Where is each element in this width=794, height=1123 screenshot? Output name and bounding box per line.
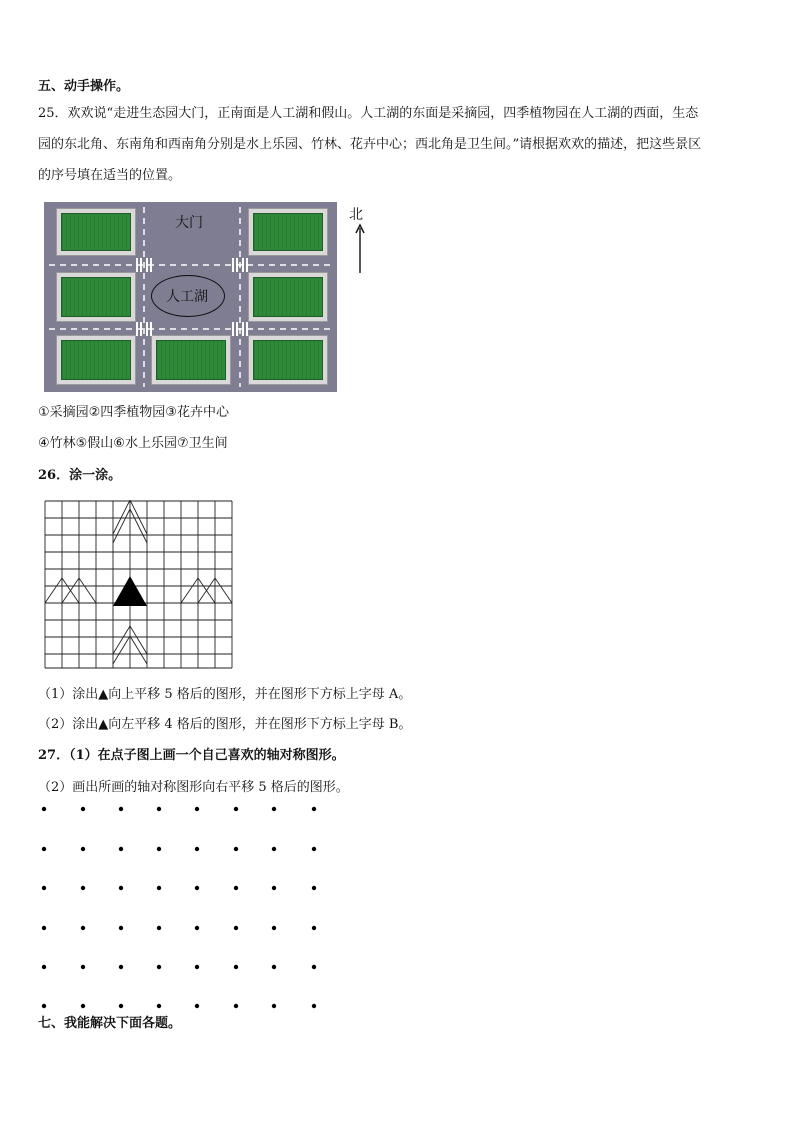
q25-text-line-1: 25．欢欢说“走进生态园大门，正南面是人工湖和假山。人工湖的东面是采摘园，四季植物园在人工湖的西面，生态 <box>38 106 699 121</box>
q26-part-1: （1）涂出▲向上平移 5 格后的图形，并在图形下方标上字母 A。 <box>38 687 412 702</box>
q25-text-line-3: 的序号填在适当的位置。 <box>38 168 182 183</box>
q27-part-1: 27．（1）在点子图上画一个自己喜欢的轴对称图形。 <box>38 748 345 763</box>
gate-label: 大门 <box>175 215 203 231</box>
q25-text-line-2: 园的东北角、东南角和西南角分别是水上乐园、竹林、花卉中心；西北角是卫生间。”请根据欢欢的描述，把这些景区 <box>38 137 702 152</box>
q27-dot-grid[interactable] <box>30 800 330 1015</box>
section-7-title: 七、我能解决下面各题。 <box>38 1016 182 1031</box>
q25-options-line-1: ①采摘园②四季植物园③花卉中心 <box>38 405 229 420</box>
arrow-up-icon <box>353 222 367 274</box>
black-triangle <box>113 576 147 606</box>
q26-part-2: （2）涂出▲向左平移 4 格后的图形，并在图形下方标上字母 B。 <box>38 717 412 732</box>
q27-part-2: （2）画出所画的轴对称图形向右平移 5 格后的图形。 <box>38 780 349 795</box>
lake-label: 人工湖 <box>166 289 208 305</box>
section-5-title: 五、动手操作。 <box>38 79 130 94</box>
north-arrow <box>349 204 373 274</box>
north-label: 北 <box>349 207 363 223</box>
q25-options-line-2: ④竹林⑤假山⑥水上乐园⑦卫生间 <box>38 436 228 451</box>
q26-title: 26．涂一涂。 <box>38 468 122 483</box>
q26-grid[interactable] <box>44 500 236 670</box>
